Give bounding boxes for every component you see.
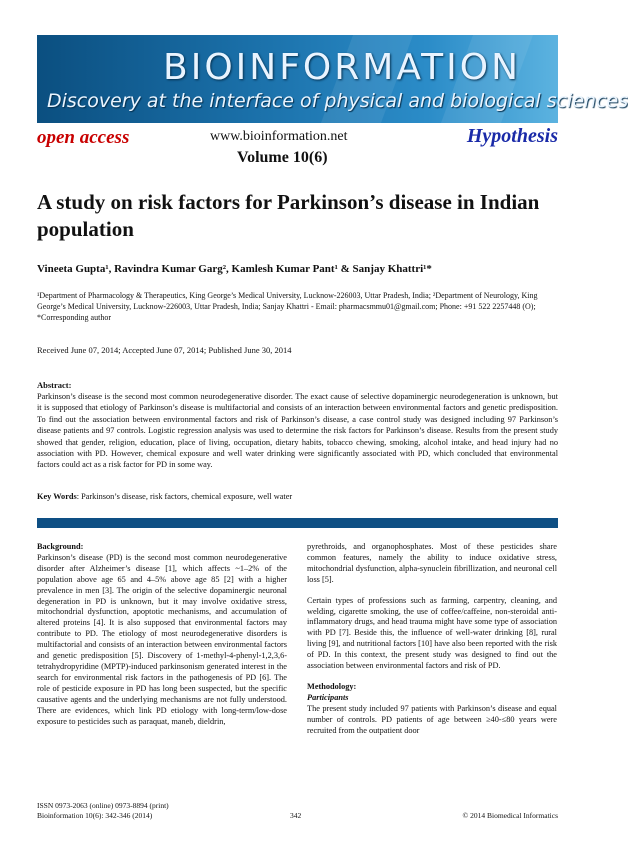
left-column	[37, 542, 287, 737]
copyright: © 2014 Biomedical Informatics	[462, 811, 558, 820]
affiliations: ¹Department of Pharmacology & Therapeutics, King George’s Medical University, Lucknow-226003, Uttar Pradesh, India; ²Department of Neurology, King George’s Medical University, Lucknow-226003, Uttar Pradesh, India; Sanjay Khattri - Email: pharmacsmmu01@gmail.com; Phone: +91 522 2257448 (O); *Corresponding author	[37, 291, 538, 322]
author-list: Vineeta Gupta¹, Ravindra Kumar Garg², Kamlesh Kumar Pant¹ & Sanjay Khattri¹*	[37, 263, 432, 275]
right-column	[307, 542, 557, 747]
journal-url[interactable]: www.bioinformation.net	[210, 129, 348, 144]
volume-label: Volume 10(6)	[237, 149, 328, 166]
journal-banner	[37, 35, 628, 123]
page-number: 342	[290, 811, 302, 820]
background-heading: Background:	[37, 542, 84, 551]
publication-dates: Received June 07, 2014; Accepted June 07, 2014; Published June 30, 2014	[37, 345, 292, 355]
participants-heading: Participants	[307, 692, 349, 702]
banner-title: BIOINFORMATION	[163, 47, 522, 88]
keywords-label: Key Words	[37, 492, 77, 501]
issn: ISSN 0973-2063 (online) 0973-8894 (print)	[37, 801, 169, 810]
abstract-heading: Abstract:	[37, 380, 72, 390]
keywords	[37, 492, 558, 501]
methodology-heading: Methodology:	[307, 681, 357, 691]
open-access-label: open access	[37, 127, 130, 148]
section-divider	[37, 518, 558, 528]
background-paragraph: Parkinson’s disease (PD) is the second most common neurodegenerative disorder after Alzheimer’s disease [1], which affects ~1–2% of the population above age 65 and 4–5% above age 85 [2] with a higher prevalence in men [3]. The origin of the selective dopaminergic neuronal degeneration in PD is unknown, but it may involve oxidative stress, mitochondrial dysfunction, apoptotic mechanisms, and accumulation of altered proteins [4]. It is also supposed that environmental factors may contribute to PD. The etiology of most neurodegenerative disorders is multifactorial and consists of an interaction between environmental factors and genetic predisposition [5]. Discovery of 1-methyl-4-phenyl-1,2,3,6-tetrahydropyridine (MPTP)-induced parkinsonism generated interest in the search for environmental risk factors in the pathogenesis of PD [6]. The role of pesticide exposure in PD has long been suspected, but the specific causative agents and the underlying mechanisms are not fully understood. There are evidences, which link PD etiology with long-term/low-dose exposure to pesticides such as paraquat, maneb, dieldrin,	[37, 552, 287, 726]
page-footer	[37, 801, 558, 821]
keywords-text: : Parkinson’s disease, risk factors, chemical exposure, well water	[76, 492, 293, 501]
body-paragraph: Certain types of professions such as farming, carpentry, cleaning, and welding, cigarette smoking, the use of coffee/caffeine, non-steroidal anti-inflammatory drugs, and head trauma might have some type of association with PD [7]. Beside this, the influence of well-water drinking [8], rural living [9], and nutritional factors [10] have also been reported with the risk of PD. In this context, the present study was designed to find out the association between environmental factors and risk of PD.	[307, 595, 557, 671]
article-type: Hypothesis	[466, 125, 558, 147]
article-title: A study on risk factors for Parkinson’s disease in Indian population	[37, 190, 540, 241]
citation: Bioinformation 10(6): 342-346 (2014)	[37, 811, 153, 820]
abstract-text: Parkinson’s disease is the second most common neurodegenerative disorder. The exact cause of selective dopaminergic neurodegeneration is unknown, but it is supposed that etiology of Parkinson’s disease is multifactorial and consists of an interaction between environmental factors and genetic predisposition. To find out the association between environmental factors and risk of Parkinson’s disease, a case control study was designed including 97 Parkinson’s disease patients and 97 controls. Logistic regression analysis was used to determine the risk factors for Parkinson’s disease. Results from the present study showed that gender, religion, education, place of living, occupation, dietary habits, tobacco chewing, smoking, alcohol intake, and head injury had no association with PD. However, chemical exposure and well water drinking were significantly associated with PD, which concluded that environmental factors could act as a risk factor for PD in some way.	[37, 392, 558, 470]
body-paragraph: pyrethroids, and organophosphates. Most of these pesticides share common features, namely the ability to induce oxidative stress, mitochondrial dysfunction, alpha-synuclein fibrillization, and neuronal cell loss [5].	[307, 542, 557, 584]
participants-paragraph: The present study included 97 patients with Parkinson’s disease and equal number of controls. PD patients of age between ≥40-≤80 years were recruited from the outpatient door	[307, 703, 557, 735]
banner-subtitle: Discovery at the interface of physical and biological sciences	[47, 90, 628, 112]
